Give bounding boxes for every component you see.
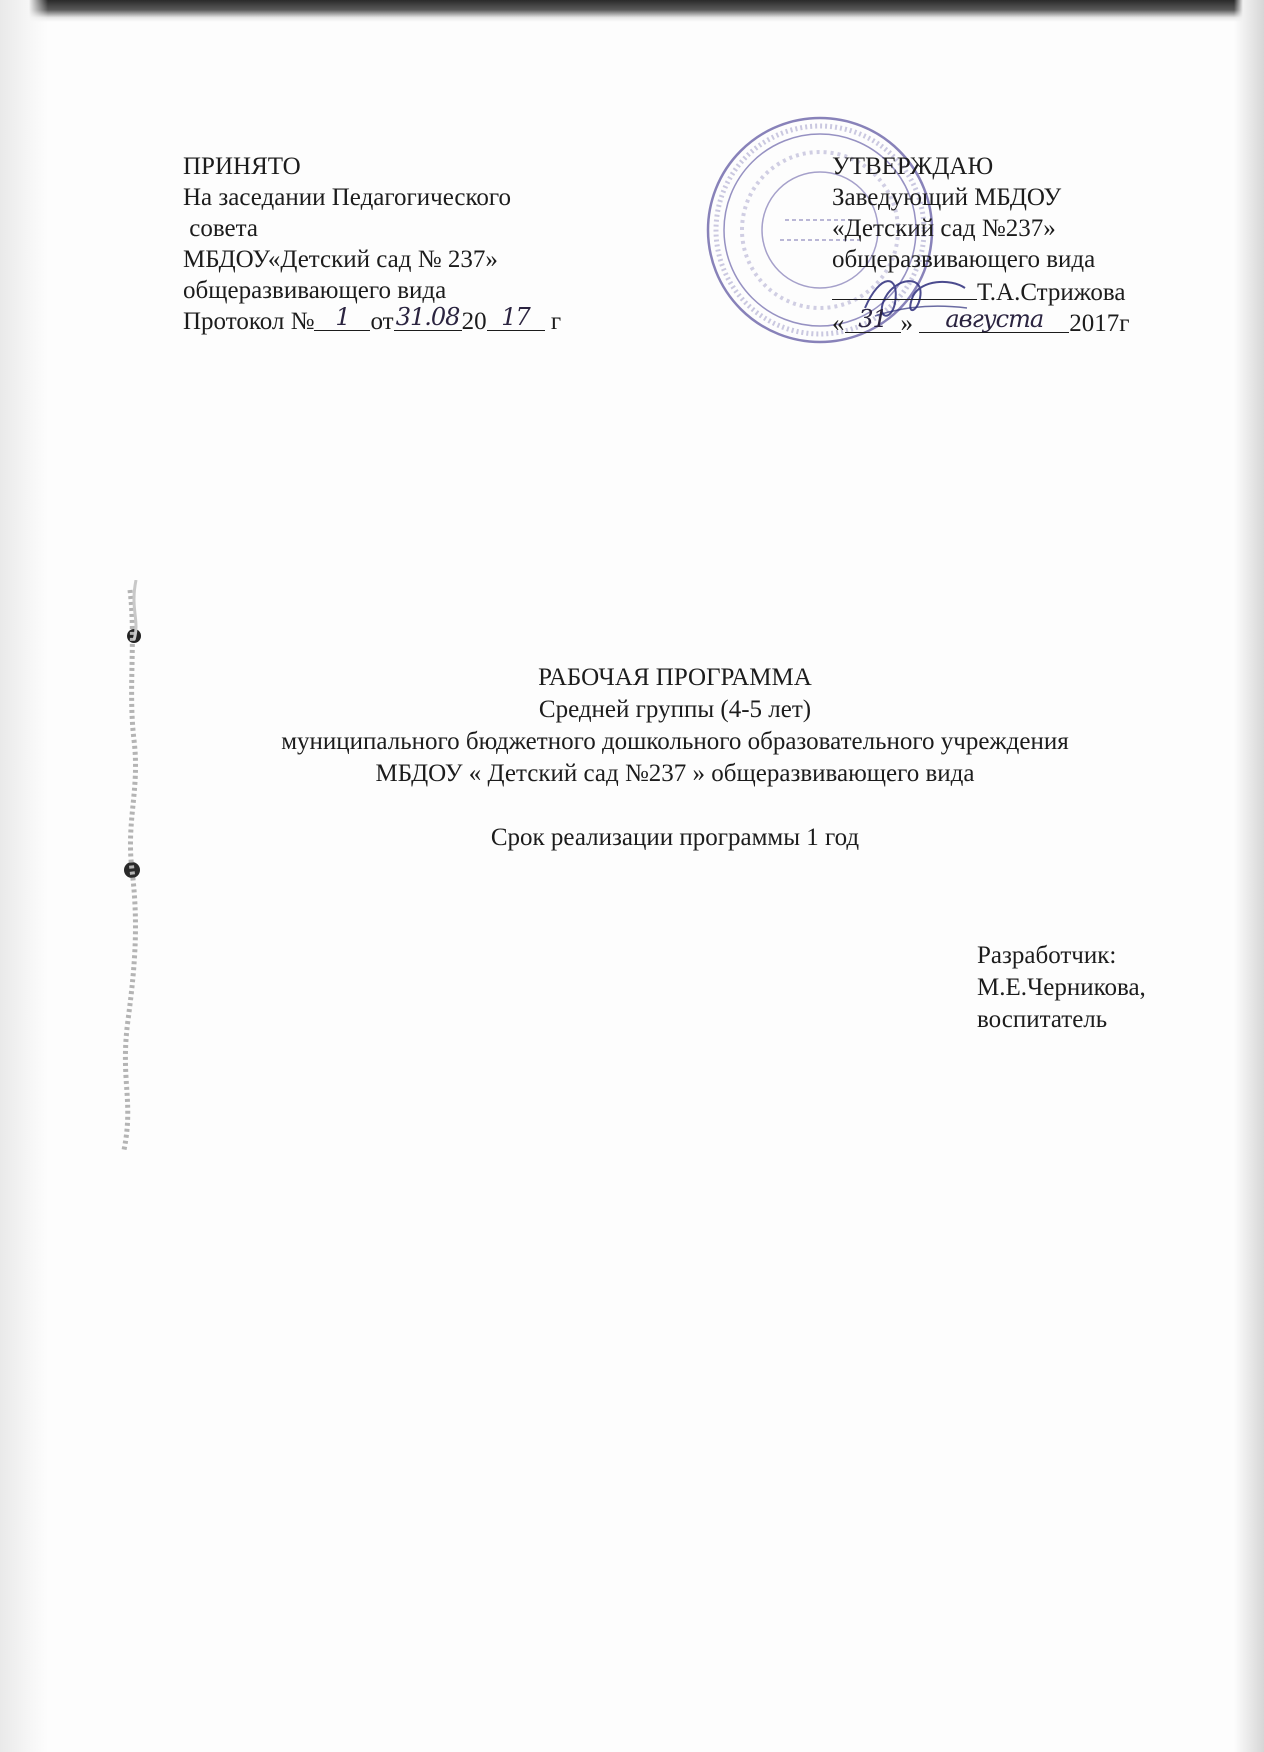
- date-open-quote: «: [832, 310, 845, 337]
- title-line-1: РАБОЧАЯ ПРОГРАММА: [538, 664, 812, 691]
- approved-signer: Т.А.Стрижова: [977, 279, 1126, 306]
- scan-left-edge: [0, 0, 48, 1752]
- program-term: Срок реализации программы 1 год: [490, 824, 860, 851]
- approved-block: [832, 151, 1130, 339]
- scan-top-edge: [0, 0, 1264, 22]
- accepted-line-1: На заседании Педагогического: [183, 184, 512, 211]
- signature-line: [832, 275, 1130, 308]
- protocol-year: 17: [501, 303, 530, 331]
- protocol-date: 31.08: [395, 303, 460, 331]
- title-line-2: Средней группы (4-5 лет): [538, 696, 812, 723]
- approved-line-3: общеразвивающего вида: [832, 246, 1096, 273]
- protocol-year-prefix: 20: [461, 308, 487, 335]
- program-title-block: [150, 662, 1200, 854]
- protocol-line: [183, 303, 562, 337]
- title-line-3: муниципального бюджетного дошкольного образовательного учреждения: [281, 728, 1069, 755]
- protocol-prefix: Протокол №: [183, 308, 315, 335]
- accepted-block: [183, 151, 561, 337]
- protocol-suffix: г: [544, 308, 562, 335]
- protocol-date-blank: [394, 303, 462, 331]
- protocol-number-blank: [314, 303, 370, 331]
- developer-name: М.Е.Черникова,: [977, 974, 1146, 1001]
- date-month: августа: [945, 305, 1044, 333]
- approved-line-2: «Детский сад №237»: [832, 215, 1056, 242]
- approved-heading: УТВЕРЖДАЮ: [832, 153, 994, 180]
- date-day: 31: [858, 305, 887, 333]
- title-line-4: МБДОУ « Детский сад №237 » общеразвивающего вида: [375, 760, 975, 787]
- date-month-blank: [919, 305, 1069, 333]
- approved-line-1: Заведующий МБДОУ: [832, 184, 1062, 211]
- accepted-line-4: общеразвивающего вида: [183, 277, 447, 304]
- protocol-number: 1: [335, 303, 350, 331]
- approved-date-line: [832, 305, 1130, 339]
- accepted-line-3: МБДОУ«Детский сад № 237»: [183, 246, 498, 273]
- protocol-year-blank: [487, 303, 545, 331]
- signature-blank: [832, 275, 977, 300]
- binding-hole: [124, 862, 140, 878]
- spacer: [150, 790, 1200, 822]
- developer-block: [977, 940, 1146, 1036]
- accepted-heading: ПРИНЯТО: [183, 153, 301, 180]
- date-day-blank: [845, 305, 901, 333]
- date-year: 2017г: [1069, 310, 1130, 337]
- developer-role: воспитатель: [977, 1006, 1108, 1033]
- accepted-line-2: совета: [183, 215, 258, 242]
- date-close-quote: »: [900, 310, 913, 337]
- developer-label: Разработчик:: [977, 942, 1117, 969]
- protocol-from: от: [370, 308, 394, 335]
- scan-right-edge: [1234, 0, 1264, 1752]
